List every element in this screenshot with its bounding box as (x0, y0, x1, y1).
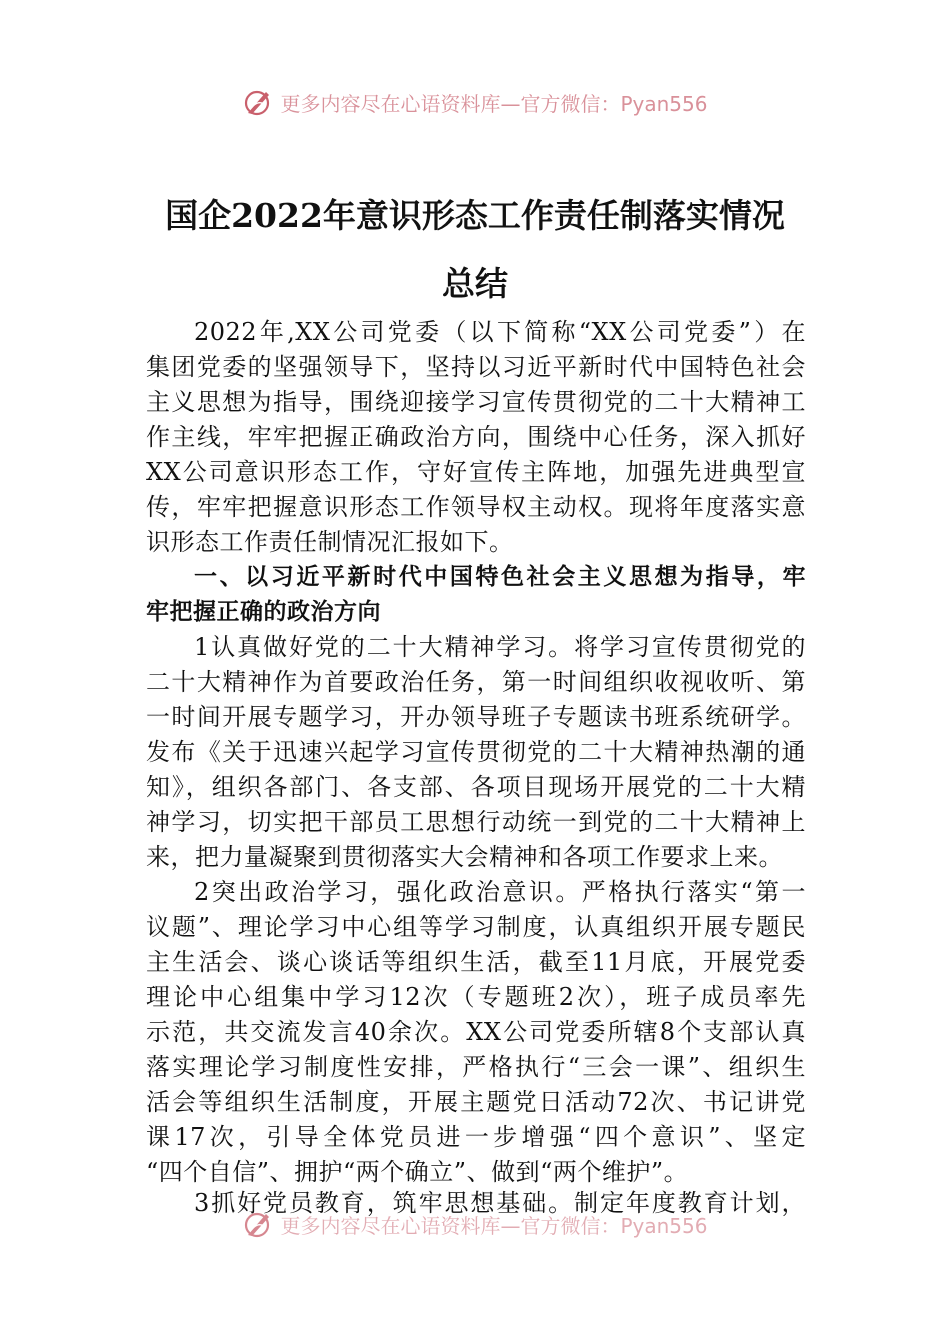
section-heading-line: 牢把握正确的政治方向 (146, 599, 381, 625)
paragraph-intro-line: 作主线，牢牢把握正确政治方向，围绕中心任务，深入抓好 (146, 423, 806, 451)
paragraph-1-line: 来，把力量凝聚到贯彻落实大会精神和各项工作要求上来。 (146, 843, 783, 871)
watermark-text: 更多内容尽在心语资料库—官方微信：Pyan556 (280, 91, 708, 116)
paragraph-2-line: “四个自信”、拥护“两个确立”、做到“两个维护”。 (146, 1158, 689, 1186)
paragraph-2-line: 2突出政治学习，强化政治意识。严格执行落实“第一 (194, 878, 806, 906)
paragraph-intro-line: XX公司意识形态工作，守好宣传主阵地，加强先进典型宣 (146, 458, 806, 486)
paragraph-1-line: 一时间开展专题学习，开办领导班子专题读书班系统研学。 (146, 703, 806, 731)
document-title-line-2: 总结 (442, 264, 508, 303)
quill-logo-icon (242, 1208, 274, 1240)
quill-logo-icon (242, 86, 274, 118)
paragraph-1-line: 1认真做好党的二十大精神学习。将学习宣传贯彻党的 (194, 633, 806, 661)
document-title-line-1: 国企2022年意识形态工作责任制落实情况 (165, 196, 785, 235)
paragraph-1-line: 二十大精神作为首要政治任务，第一时间组织收视收听、第 (146, 668, 806, 696)
paragraph-intro-line: 传，牢牢把握意识形态工作领导权主动权。现将年度落实意 (146, 493, 806, 521)
section-heading-line: 一、以习近平新时代中国特色社会主义思想为指导，牢 (194, 564, 806, 590)
paragraph-1-line: 知》，组织各部门、各支部、各项目现场开展党的二十大精 (146, 773, 806, 801)
paragraph-3-line: 3抓好党员教育，筑牢思想基础。制定年度教育计划， (194, 1189, 806, 1217)
paragraph-intro-line: 主义思想为指导，围绕迎接学习宣传贯彻党的二十大精神工 (146, 388, 806, 416)
paragraph-2-line: 示范，共交流发言40余次。XX公司党委所辖8个支部认真 (146, 1018, 806, 1046)
watermark-header (0, 86, 950, 118)
paragraph-intro-line: 集团党委的坚强领导下，坚持以习近平新时代中国特色社会 (146, 353, 806, 381)
paragraph-1-line: 发布《关于迅速兴起学习宣传贯彻党的二十大精神热潮的通 (146, 738, 806, 766)
paragraph-1-line: 神学习，切实把干部员工思想行动统一到党的二十大精神上 (146, 808, 806, 836)
paragraph-2-line: 落实理论学习制度性安排，严格执行“三会一课”、组织生 (146, 1053, 806, 1081)
watermark-footer (0, 1208, 950, 1240)
paragraph-intro-line: 识形态工作责任制情况汇报如下。 (146, 528, 514, 556)
paragraph-intro-line: 2022年,XX公司党委（以下简称“XX公司党委”）在 (194, 318, 806, 346)
paragraph-2-line: 理论中心组集中学习12次（专题班2次），班子成员率先 (146, 983, 806, 1011)
paragraph-2-line: 主生活会、谈心谈话等组织生活，截至11月底，开展党委 (146, 948, 806, 976)
paragraph-2-line: 议题”、理论学习中心组等学习制度，认真组织开展专题民 (146, 913, 806, 941)
paragraph-2-line: 活会等组织生活制度，开展主题党日活动72次、书记讲党 (146, 1088, 806, 1116)
watermark-text: 更多内容尽在心语资料库—官方微信：Pyan556 (280, 1213, 708, 1238)
paragraph-2-line: 课17次，引导全体党员进一步增强“四个意识”、坚定 (146, 1123, 806, 1151)
